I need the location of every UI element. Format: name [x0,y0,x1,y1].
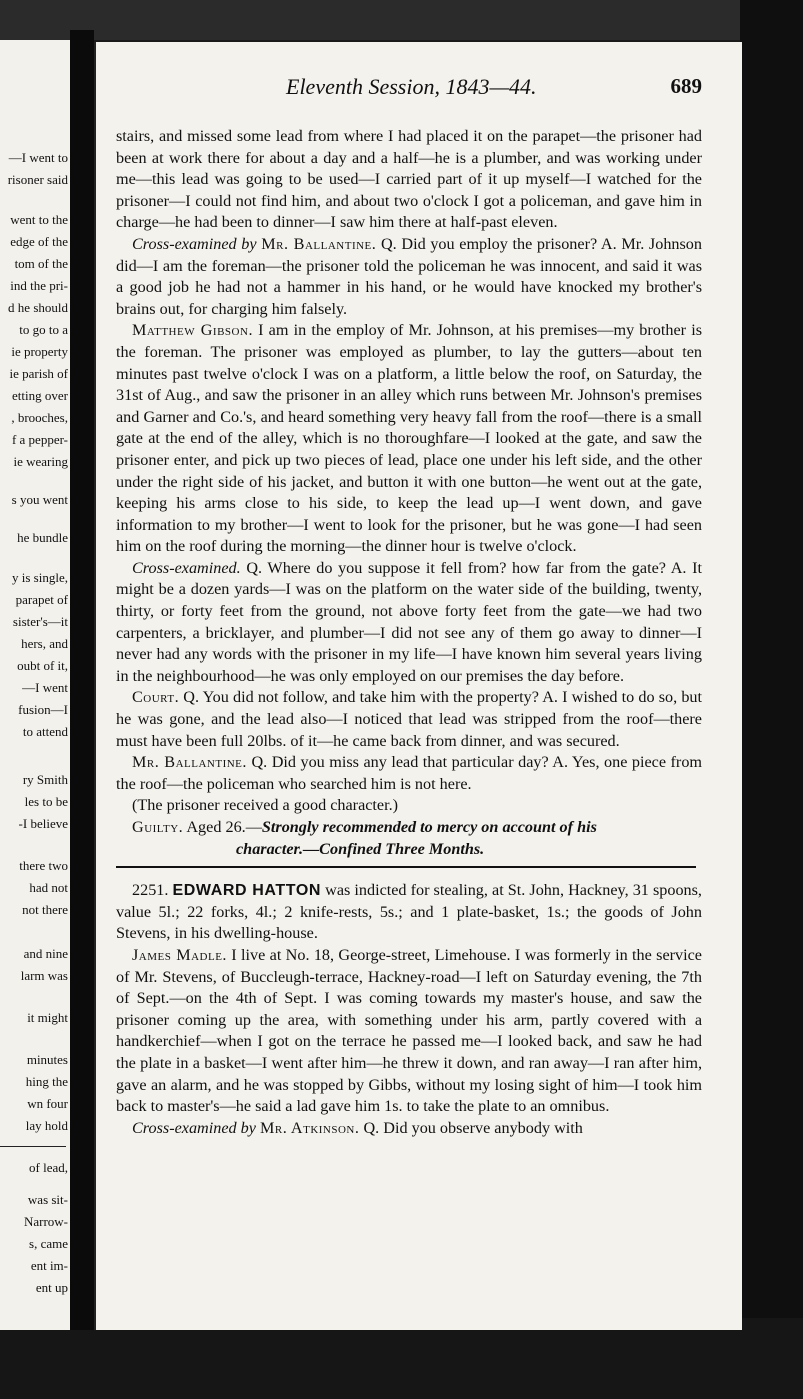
margin-fragment: to attend [22,724,68,739]
paragraph-continuation: stairs, and missed some lead from where I had placed it on the parapet—the prisoner had been at work there for about a day and a half—he is a plumber, and was working under me—this lead was going to be used—I carried part of it up myself—I watched for the prisoner—I could not find him, and about two o'clock I got a policeman, and gave him in charge—he had been to dinner—I saw him there at half-past eleven. [116,127,702,232]
paragraph-text: Q. Did you employ the prisoner? A. Mr. Johnson did—I am the foreman—the prisoner told the policeman he was innocent, and said it was a good job he had not a hammer in his hand, or he would have knocked my brother's brains out, for charging him falsely. [116,234,702,318]
paragraph-counsel [116,752,702,795]
book-gutter [70,30,94,1330]
section-rule [0,1146,66,1147]
margin-fragment: of lead, [29,1160,68,1175]
verdict-age: Aged 26.— [183,818,262,836]
paragraph-text: Q. Did you observe anybody with [359,1118,583,1137]
margin-fragment: went to the [10,212,68,227]
margin-fragment: ie parish of [9,366,68,381]
margin-fragment: ent up [35,1280,68,1295]
margin-fragment: s, came [29,1236,68,1251]
page-body [116,126,702,1139]
speaker-name: Court. [132,688,180,707]
case-heading [116,880,702,945]
margin-fragment: hing the [25,1074,68,1089]
margin-fragment: etting over [12,388,68,403]
speaker-name: Mr. Ballantine. [261,234,377,253]
verdict-label: Guilty. [132,818,184,836]
paragraph-cross-exam [116,558,702,688]
margin-fragment: y is single, [12,570,68,585]
paragraph-text: I am in the employ of Mr. Johnson, at his premises—my brother is the foreman. The prisoner was employed as plumber, to lay the gutters—about ten minutes past twelve o'clock I was on a platform, a little below the roof, on Saturday, the 31st of Aug., and saw the prisoner in an alley which runs between Mr. Johnson's premises and Garner and Co.'s, and heard something very heavy fall from the roof—there is a small gate at the end of the alley, which is no thoroughfare—I looked at the gate, and saw the prisoner enter, and pick up two pieces of lead, place one under his left side, and the other under the right side of his jacket, and button it with one button—he went out at the gate, keeping his arms close to his side, to keep the lead up—I went down, and gave information to my brother—I went to look for the prisoner, but he was gone—I had seen him on the roof during the morning—the dinner hour is twelve o'clock. [116,321,702,556]
verdict [116,817,702,839]
paragraph-text: Q. Did you miss any lead that particular day? A. Yes, one piece from the roof—the policeman who searched him is not here. [116,753,703,793]
paragraph-cross-exam [116,1118,702,1140]
margin-fragment: ent im- [30,1258,68,1273]
margin-fragment: had not [29,880,68,895]
margin-fragment: edge of the [10,234,68,249]
paragraph-text: I live at No. 18, George-street, Limehouse. I was formerly in the service of Mr. Stevens, of Buccleugh-terrace, Hackney-road—I left on Saturday evening, the 7th of Sept.—on the 4th of Sept. I was coming towards my master's house, and saw the prisoner coming up the area, with something under his arm, partly covered with a handkerchief—when I got on the terrace he passed me—I looked back, and saw he had the plate in a basket—I went after him—he threw it down, and ran away—I ran after him, gave an alarm, and he was stopped by Gibbs, without my losing sight of him—I took him back to master's—he said a lad gave him 1s. to take the plate to an omnibus. [116,945,702,1116]
witness-name: Matthew Gibson. [132,321,253,340]
margin-fragment: ie property [11,344,68,359]
margin-fragment: —I went to [8,150,68,165]
margin-fragment: lay hold [25,1118,68,1133]
verdict-continuation [116,839,702,861]
verdict-text: Strongly recommended to mercy on account of his [261,818,597,836]
margin-fragment: hers, and [21,636,68,651]
paragraph-testimony [116,945,702,1118]
margin-fragment: Narrow- [23,1214,68,1229]
defendant-name: EDWARD HATTON [172,882,322,900]
witness-name: James Madle. [132,945,227,964]
speaker-name: Mr. Atkinson. [259,1118,360,1137]
speaker-name: Mr. Ballantine. [132,753,247,772]
margin-fragment: not there [22,902,68,917]
previous-page-fragment [0,40,72,1330]
paragraph-text: Q. Where do you suppose it fell from? how far from the gate? A. It might be a dozen yards—I was on the platform on the water side of the building, twenty, thirty, or forty feet from the ground, not above forty feet from the gate—we had two carpenters, a bricklayer, and plumber—I did not see any of them go away to dinner—I never had any words with the prisoner in my life—I have known him several years living in the neighbourhood—he was only employed on our premises the day before. [116,558,702,685]
margin-fragment: ry Smith [22,772,68,787]
page-number: 689 [670,74,702,98]
margin-fragment: to go to a [19,322,68,337]
margin-fragment: sister's—it [12,614,68,629]
margin-fragment: parapet of [15,592,68,607]
speaker-label: Cross-examined by [132,234,257,253]
margin-fragment: it might [27,1010,68,1025]
margin-fragment: and nine [23,946,68,961]
paragraph-text: Q. You did not follow, and take him with the property? A. I wished to do so, but he was gone, and the lead also—I noticed that lead was stripped from the roof—there must have been full 20lbs. of it—he came back from dinner, and was secured. [116,688,702,750]
page-header [96,74,742,104]
verdict-text: character.—Confined Three Months. [236,839,485,858]
speaker-label: Cross-examined. [132,558,241,577]
margin-fragment: f a pepper- [11,432,68,447]
paragraph-text: was indicted for stealing, at St. John, Hackney, 31 spoons, value 5l.; 22 forks, 4l.; 2 knife-rests, 5s.; and 1 plate-basket, 1s.; the goods of John Stevens, in his dwelling-house. [116,881,702,943]
paragraph-cross-exam [116,234,702,320]
margin-fragment: oubt of it, [17,658,68,673]
margin-fragment: wn four [27,1096,68,1111]
scan-border-top [0,0,803,40]
margin-fragment: risoner said [7,172,68,187]
document-page [94,42,742,1330]
margin-fragment: ie wearing [13,454,68,469]
margin-fragment: d he should [8,300,68,315]
paragraph-court [116,687,702,752]
margin-fragment: he bundle [17,530,68,545]
paragraph-note: (The prisoner received a good character.) [132,796,399,815]
margin-fragment: was sit- [27,1192,68,1207]
case-number: 2251. [132,881,173,900]
margin-fragment: minutes [26,1052,68,1067]
case-divider [116,866,696,868]
margin-fragment: larm was [20,968,68,983]
margin-fragment: s you went [11,492,68,507]
scan-border-bottom [0,1318,803,1399]
margin-fragment: ind the pri- [10,278,68,293]
margin-fragment: tom of the [14,256,68,271]
margin-fragment: -I believe [18,816,68,831]
running-head: Eleventh Session, 1843—44. [286,74,537,99]
margin-fragment: there two [19,858,68,873]
scan-border-right [740,0,803,1399]
margin-fragment: fusion—I [18,702,68,717]
speaker-label: Cross-examined by [132,1118,256,1137]
margin-fragment: les to be [24,794,68,809]
margin-fragment: —I went [22,680,68,695]
margin-fragment: , brooches, [11,410,68,425]
paragraph-testimony [116,320,702,558]
